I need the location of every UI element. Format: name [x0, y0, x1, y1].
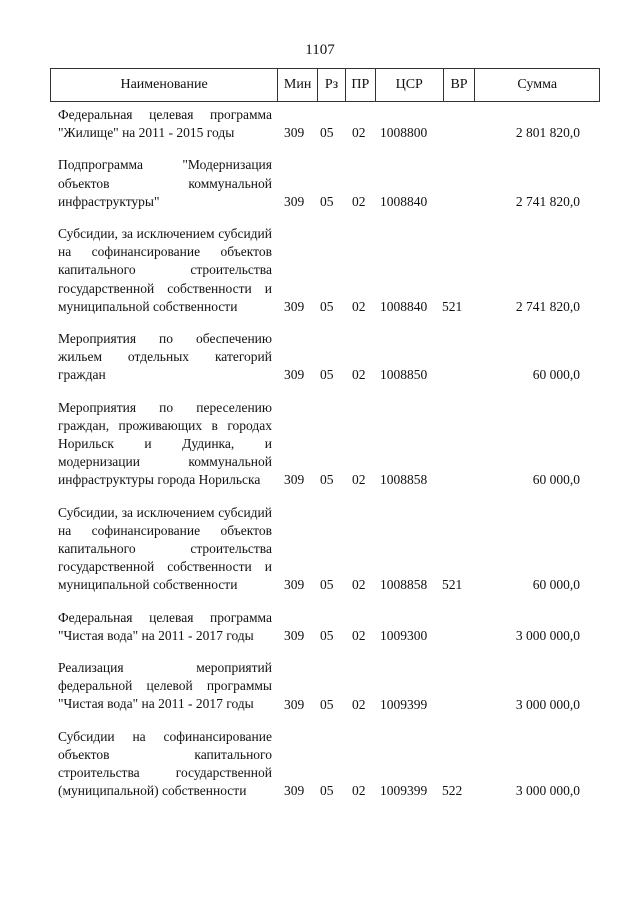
row-rz: 05 — [320, 577, 334, 593]
row-vr: 522 — [442, 783, 463, 799]
row-pr: 02 — [352, 472, 366, 488]
row-sum: 2 741 820,0 — [515, 193, 580, 209]
table-header — [50, 68, 600, 102]
row-csr: 1009300 — [380, 627, 428, 643]
row-pr: 02 — [352, 298, 366, 314]
row-name: Мероприятия по переселению граждан, проживающих в городах Норильск и Дудинка, и модернизации коммунальной инфраструктуры города Норильска — [58, 399, 272, 488]
row-vr: 521 — [442, 298, 463, 314]
row-csr: 1008840 — [380, 298, 428, 314]
table-row — [50, 728, 600, 801]
row-min: 309 — [284, 125, 305, 141]
header-sum: Сумма — [517, 77, 558, 92]
row-sum: 60 000,0 — [532, 472, 580, 488]
table-row — [50, 504, 600, 595]
table-row — [50, 659, 600, 714]
row-csr: 1008840 — [380, 193, 428, 209]
table-row — [50, 399, 600, 490]
row-min: 309 — [284, 298, 305, 314]
row-pr: 02 — [352, 193, 366, 209]
row-name: Субсидии, за исключением субсидий на софинансирование объектов капитального строительства государственной собственности и муниципальной собственности — [58, 226, 272, 314]
table-body — [50, 106, 600, 815]
row-name: Мероприятия по обеспечению жильем отдельных категорий граждан — [58, 331, 272, 383]
row-sum: 3 000 000,0 — [515, 783, 580, 799]
header-csr: ЦСР — [376, 69, 444, 101]
row-vr: 521 — [442, 577, 463, 593]
row-rz: 05 — [320, 696, 334, 712]
row-name: Подпрограмма "Модернизация объектов коммунальной инфраструктуры" — [58, 157, 272, 209]
header-vr: ВР — [444, 69, 476, 101]
row-name: Реализация мероприятий федеральной целевой программы "Чистая вода" на 2011 - 2017 годы — [58, 660, 272, 712]
page-number: 1107 — [305, 42, 335, 58]
row-min: 309 — [284, 783, 305, 799]
row-sum: 60 000,0 — [532, 367, 580, 383]
row-csr: 1008800 — [380, 125, 428, 141]
header-min: Мин — [278, 69, 318, 101]
row-rz: 05 — [320, 367, 334, 383]
table-row — [50, 609, 600, 645]
row-pr: 02 — [352, 627, 366, 643]
row-csr: 1008858 — [380, 577, 428, 593]
row-name: Субсидии на софинансирование объектов капитального строительства государственной (муниципальной) собственности — [58, 728, 272, 799]
row-min: 309 — [284, 577, 305, 593]
row-rz: 05 — [320, 125, 334, 141]
row-name: Федеральная целевая программа "Жилище" на 2011 - 2015 годы — [58, 107, 272, 141]
row-rz: 05 — [320, 472, 334, 488]
row-sum: 60 000,0 — [532, 577, 580, 593]
row-pr: 02 — [352, 577, 366, 593]
row-sum: 3 000 000,0 — [515, 696, 580, 712]
table-row — [50, 156, 600, 211]
row-pr: 02 — [352, 696, 366, 712]
row-name: Федеральная целевая программа "Чистая вода" на 2011 - 2017 годы — [58, 609, 272, 643]
row-pr: 02 — [352, 783, 366, 799]
row-pr: 02 — [352, 125, 366, 141]
header-name: Наименование — [51, 69, 278, 101]
table-row — [50, 330, 600, 385]
row-csr: 1008858 — [380, 472, 428, 488]
row-csr: 1009399 — [380, 783, 428, 799]
row-min: 309 — [284, 696, 305, 712]
row-rz: 05 — [320, 627, 334, 643]
row-min: 309 — [284, 193, 305, 209]
row-sum: 3 000 000,0 — [515, 627, 580, 643]
table-row — [50, 225, 600, 316]
row-rz: 05 — [320, 783, 334, 799]
row-sum: 2 741 820,0 — [515, 298, 580, 314]
row-min: 309 — [284, 472, 305, 488]
row-csr: 1008850 — [380, 367, 428, 383]
row-csr: 1009399 — [380, 696, 428, 712]
row-min: 309 — [284, 627, 305, 643]
row-rz: 05 — [320, 193, 334, 209]
table-row — [50, 106, 600, 142]
row-sum: 2 801 820,0 — [515, 125, 580, 141]
header-rz: Рз — [318, 69, 346, 101]
row-min: 309 — [284, 367, 305, 383]
row-rz: 05 — [320, 298, 334, 314]
row-name: Субсидии, за исключением субсидий на софинансирование объектов капитального строительства государственной собственности и муниципальной собственности — [58, 504, 272, 593]
row-pr: 02 — [352, 367, 366, 383]
header-pr: ПР — [346, 69, 376, 101]
